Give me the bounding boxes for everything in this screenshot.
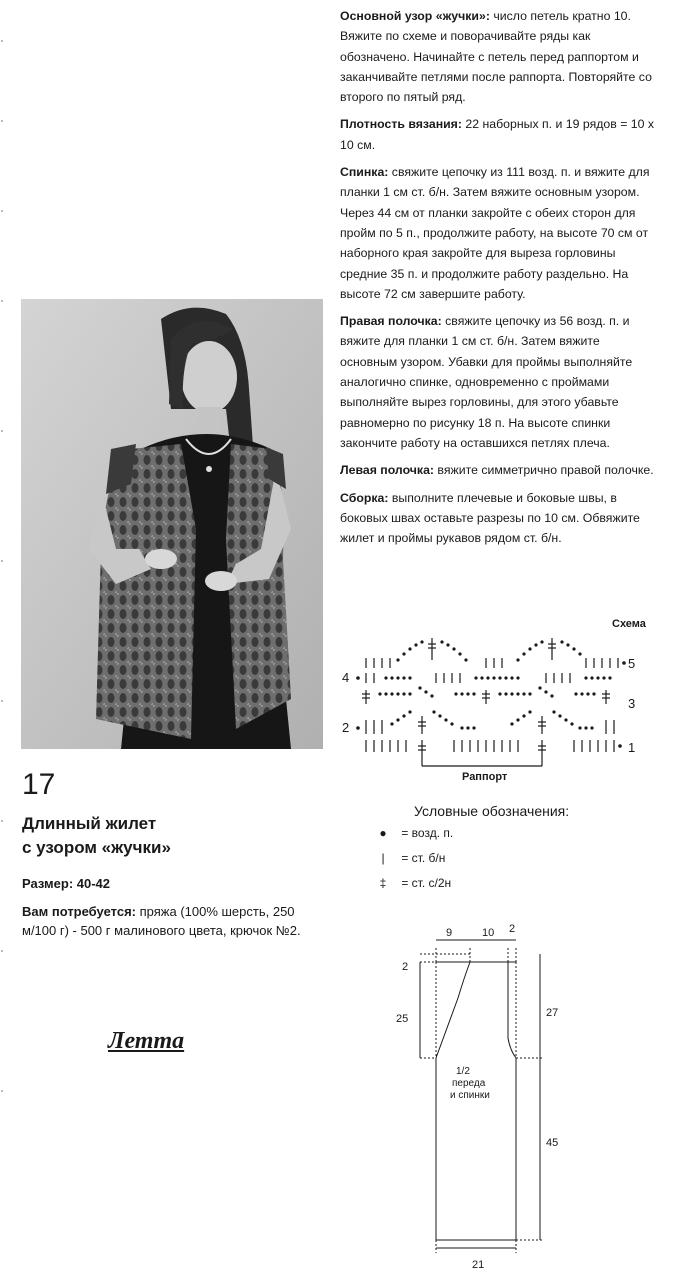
dim-top-10: 10 (482, 927, 495, 939)
main-pattern-text: число петель кратно 10. Вяжите по схеме и поворачивайте ряды как обозначено. Начинайте с петель перед раппортом и заканчивайте петлями после раппорта. Повторяйте со второго по пятый ряд. (340, 9, 652, 105)
materials-text: пряжа (100% шерсть, 250 м/100 г) - 500 г малинового цвета, крючок №2. (22, 904, 301, 938)
right-front-label: Правая полочка: (340, 314, 442, 329)
assembly-label: Сборка: (340, 490, 389, 505)
model-number: 17 (22, 768, 56, 801)
materials-paragraph (22, 902, 327, 940)
row-label-3: 3 (628, 696, 636, 711)
signature: Летта (108, 1028, 185, 1054)
dim-bottom-21: 21 (472, 1259, 485, 1271)
model-photo (21, 299, 323, 749)
main-pattern-label: Основной узор «жучки»: (340, 9, 490, 23)
gauge-paragraph (340, 114, 660, 155)
dim-left-2: 2 (402, 961, 409, 973)
assembly-text: выполните плечевые и боковые швы, в боковых швах оставьте разрезы по 10 см. Обвяжите жилет и проймы рукавов рядом ст. б/н. (340, 490, 640, 546)
gauge-label: Плотность вязания: (340, 117, 462, 132)
center-label-2: переда (452, 1078, 486, 1089)
legend-text-dc2: = ст. с/2н (401, 876, 452, 890)
model-title (22, 812, 322, 860)
double-treble-icon: ‡ (379, 876, 387, 890)
legend-item-chain (368, 826, 453, 846)
materials-label: Вам потребуется: (22, 904, 136, 919)
dim-top-9: 9 (446, 927, 453, 939)
chain-stitch-icon: ● (379, 826, 387, 840)
legend-item-sc (368, 851, 445, 871)
legend-title: Условные обозначения: (414, 803, 570, 819)
gauge-text: 22 наборных п. и 19 рядов = 10 х 10 см. (340, 117, 655, 152)
row-label-5: 5 (628, 656, 636, 671)
center-label-3: и спинки (450, 1090, 490, 1101)
back-paragraph (340, 162, 660, 304)
left-front-label: Левая полочка: (340, 463, 435, 478)
right-front-paragraph (340, 311, 660, 453)
back-text: свяжите цепочку из 111 возд. п. и вяжите для планки 1 см ст. б/н. Затем вяжите основным узором. Через 44 см от планки закройте с обеих сторон для пройм по 5 п., продолжите работу, на высоте 70 см от наборного края закройте для выреза горловины средние 35 п. и продолжите работу раздельно. На высоте 72 см завершите работу. (340, 165, 650, 301)
legend-text-sc: = ст. б/н (401, 851, 446, 865)
model-title-line2: с узором «жучки» (22, 838, 171, 857)
model-size: Размер: 40-42 (22, 876, 111, 891)
back-label: Спинка: (340, 165, 389, 180)
repeat-label: Раппорт (462, 771, 508, 783)
scheme-label: Схема (612, 618, 646, 630)
dim-left-25: 25 (396, 1013, 409, 1025)
legend-item-dc2 (368, 876, 451, 896)
main-pattern-paragraph (340, 6, 660, 107)
dim-right-45: 45 (546, 1137, 559, 1149)
instructions-column (340, 6, 660, 555)
garment-pattern-diagram (380, 918, 580, 1283)
dim-top-2: 2 (509, 923, 516, 935)
left-front-text: вяжите симметрично правой полочке. (434, 463, 654, 478)
right-front-text: свяжите цепочку из 56 возд. п. и вяжите для планки 1 см ст. б/н. Затем вяжите основным узором. Убавки для проймы выполняйте аналогично спинке, одновременно с проймами выполняйте вырез горловины, для этого убавьте равномерно по рисунку 18 п. На высоте спинки закончите работу на оставшихся петлях плеча. (340, 314, 633, 450)
row-label-2: 2 (342, 720, 350, 735)
dim-right-27: 27 (546, 1007, 559, 1019)
row-label-4: 4 (342, 670, 350, 685)
center-label-1: 1/2 (456, 1066, 470, 1077)
assembly-paragraph (340, 488, 660, 549)
row-label-1: 1 (628, 740, 636, 755)
stitch-scheme (336, 628, 646, 793)
left-front-paragraph (340, 460, 660, 480)
single-crochet-icon: | (381, 851, 385, 865)
model-title-line1: Длинный жилет (22, 814, 157, 833)
left-edge-marks (0, 0, 6, 1280)
legend-text-chain: = возд. п. (401, 826, 454, 840)
